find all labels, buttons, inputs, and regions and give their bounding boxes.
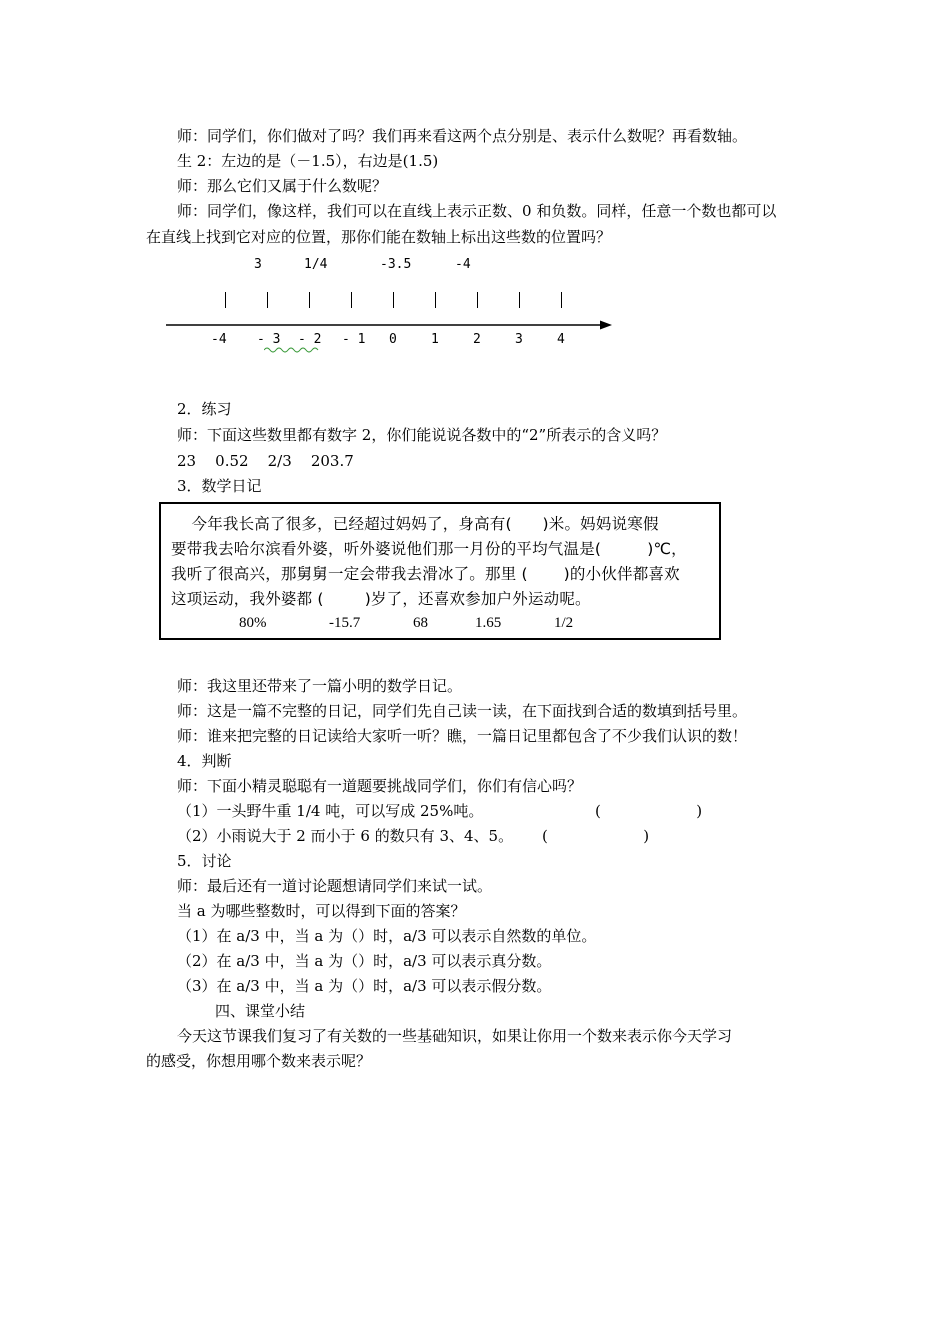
math-diary-box (159, 502, 721, 640)
tick-mark (477, 292, 478, 308)
section-5-question: 当 a 为哪些整数时，可以得到下面的答案？ (177, 902, 466, 920)
diary-option: 68 (413, 615, 428, 631)
judge-item-2-answer-bracket[interactable]: ( ) (542, 827, 650, 845)
diary-line-1: 今年我长高了很多，已经超过妈妈了，身高有( )米。妈妈说寒假 (171, 515, 659, 533)
teacher-line-1: 师：同学们，你们做对了吗？我们再来看这两个点分别是、表示什么数呢？再看数轴。 (177, 127, 748, 145)
judge-item-2: （2）小雨说大于 2 而小于 6 的数只有 3、4、5。 (177, 827, 514, 845)
top-label: -3.5 (380, 257, 412, 272)
tick-mark (309, 292, 310, 308)
axis-label: - 1 (342, 332, 366, 347)
summary-text-1: 今天这节课我们复习了有关数的一些基础知识，如果让你用一个数来表示你今天学习 (177, 1027, 733, 1045)
diary-option: -15.7 (329, 615, 361, 631)
section-3-heading: 3．数学日记 (177, 477, 262, 495)
axis-label: 1 (431, 332, 439, 347)
teacher-line-4b: 在直线上找到它对应的位置，那你们能在数轴上标出这些数的位置吗？ (146, 228, 612, 246)
top-label: 1/4 (304, 257, 328, 272)
section-3-teacher-2: 师：这是一篇不完整的日记，同学们先自己读一读，在下面找到合适的数填到括号里。 (177, 702, 748, 720)
tick-mark (519, 292, 520, 308)
axis-label: 0 (389, 332, 397, 347)
student-line-2: 生 2：左边的是（－1.5），右边是(1.5) (177, 152, 439, 170)
axis-label: - 2 (298, 332, 322, 347)
section-2-question: 师：下面这些数里都有数字 2，你们能说说各数中的“2”所表示的含义吗？ (177, 426, 667, 444)
spellcheck-squiggle (264, 346, 324, 354)
judge-item-1-answer-bracket[interactable]: ( ) (595, 802, 703, 820)
section-5-heading: 5．讨论 (177, 852, 232, 870)
teacher-line-4a: 师：同学们，像这样，我们可以在直线上表示正数、0 和负数。同样，任意一个数也都可以 (177, 202, 777, 220)
discussion-item: （1）在 a/3 中，当 a 为（）时，a/3 可以表示自然数的单位。 (177, 927, 597, 945)
section-3-teacher-1: 师：我这里还带来了一篇小明的数学日记。 (177, 677, 463, 695)
axis-label: - 3 (257, 332, 281, 347)
diary-line-4: 这项运动，我外婆都 ( )岁了，还喜欢参加户外运动呢。 (171, 590, 591, 608)
tick-mark (225, 292, 226, 308)
tick-mark (351, 292, 352, 308)
discussion-item: （2）在 a/3 中，当 a 为（）时，a/3 可以表示真分数。 (177, 952, 552, 970)
top-label: -4 (455, 257, 471, 272)
diary-option: 1.65 (475, 615, 502, 631)
axis-label: 4 (557, 332, 565, 347)
discussion-item: （3）在 a/3 中，当 a 为（）时，a/3 可以表示假分数。 (177, 977, 552, 995)
teacher-line-3: 师：那么它们又属于什么数呢？ (177, 177, 388, 195)
diary-option: 1/2 (554, 615, 574, 631)
section-2-numbers: 23 0.52 2/3 203.7 (177, 452, 354, 470)
diary-line-3: 我听了很高兴，那舅舅一定会带我去滑冰了。那里 ( )的小伙伴都喜欢 (171, 565, 680, 583)
diary-line-2: 要带我去哈尔滨看外婆，听外婆说他们那一月份的平均气温是( )℃， (171, 540, 687, 558)
summary-text-2: 的感受，你想用哪个数来表示呢？ (146, 1052, 372, 1070)
axis-label: 3 (515, 332, 523, 347)
tick-mark (267, 292, 268, 308)
summary-heading: 四、课堂小结 (215, 1002, 306, 1020)
section-4-intro: 师：下面小精灵聪聪有一道题要挑战同学们，你们有信心吗？ (177, 777, 583, 795)
judge-item-1: （1）一头野牛重 1/4 吨，可以写成 25%吨。 (177, 802, 484, 820)
tick-mark (561, 292, 562, 308)
section-3-teacher-3: 师：谁来把完整的日记读给大家听一听？瞧，一篇日记里都包含了不少我们认识的数！ (177, 727, 748, 745)
top-label: 3 (254, 257, 262, 272)
tick-mark (393, 292, 394, 308)
tick-mark (435, 292, 436, 308)
axis-label: -4 (211, 332, 227, 347)
section-5-intro: 师：最后还有一道讨论题想请同学们来试一试。 (177, 877, 493, 895)
diary-option: 80% (239, 615, 267, 631)
section-2-heading: 2．练习 (177, 400, 232, 418)
section-4-heading: 4．判断 (177, 752, 232, 770)
axis-label: 2 (473, 332, 481, 347)
